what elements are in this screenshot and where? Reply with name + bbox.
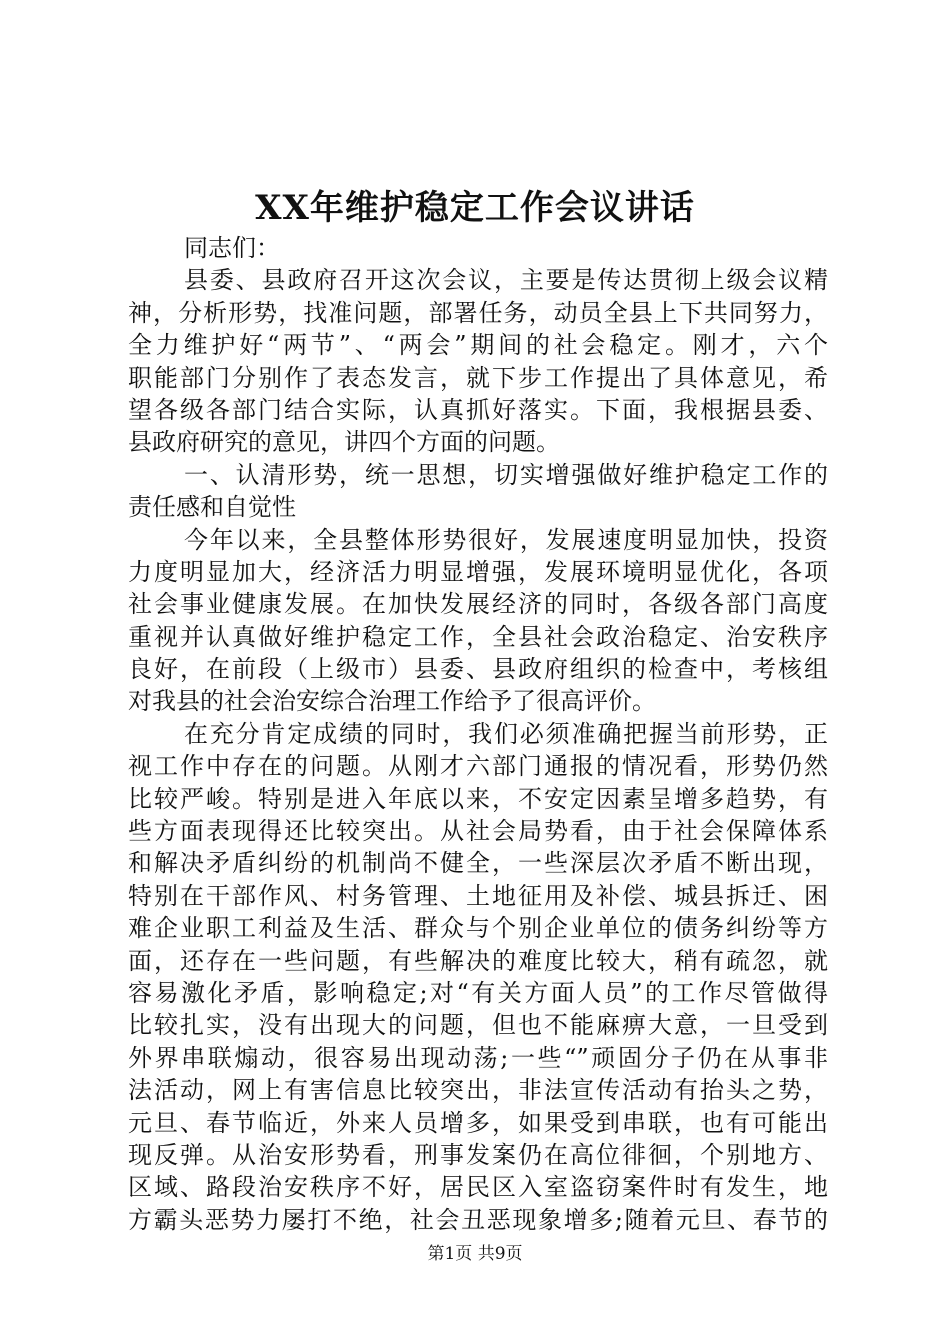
text-line: 方霸头恶势力屡打不绝，社会丑恶现象增多;随着元旦、春节的 (128, 1205, 828, 1234)
text-line: 神，分析形势，找准问题，部署任务，动员全县上下共同努力， (128, 298, 828, 327)
text-line: 视工作中存在的问题。从刚才六部门通报的情况看，形势仍然 (128, 752, 828, 781)
text-line: 区域、路段治安秩序不好，居民区入室盗窃案件时有发生，地 (128, 1173, 828, 1202)
text-line: 现反弹。从治安形势看，刑事发案仍在高位徘徊，个别地方、 (128, 1140, 828, 1169)
text-line: 法活动，网上有害信息比较突出，非法宣传活动有抬头之势， (128, 1076, 828, 1105)
text-line: 特别在干部作风、村务管理、土地征用及补偿、城县拆迁、困 (128, 881, 828, 910)
text-line: 些方面表现得还比较突出。从社会局势看，由于社会保障体系 (128, 817, 828, 846)
text-line: 比较严峻。特别是进入年底以来，不安定因素呈增多趋势，有 (128, 784, 828, 813)
text-line: 同志们： (184, 234, 280, 262)
text-line: 职能部门分别作了表态发言，就下步工作提出了具体意见，希 (128, 363, 828, 392)
text-line: 今年以来，全县整体形势很好，发展速度明显加快，投资 (184, 525, 828, 554)
text-line: 县委、县政府召开这次会议，主要是传达贯彻上级会议精 (184, 266, 828, 295)
text-line: 责任感和自觉性 (128, 493, 296, 522)
document-body (128, 232, 828, 1236)
text-line: 在充分肯定成绩的同时，我们必须准确把握当前形势，正 (184, 719, 828, 748)
text-line: 外界串联煽动，很容易出现动荡;一些“”顽固分子仍在从事非 (128, 1043, 828, 1072)
text-line: 全力维护好“两节”、“两会”期间的社会稳定。刚才，六个 (128, 331, 828, 360)
text-line: 县政府研究的意见，讲四个方面的问题。 (128, 428, 560, 457)
text-line: 良好，在前段（上级市）县委、县政府组织的检查中，考核组 (128, 655, 828, 684)
text-line: 一、认清形势，统一思想，切实增强做好维护稳定工作的 (184, 460, 828, 489)
text-line: 对我县的社会治安综合治理工作给予了很高评价。 (128, 687, 656, 716)
text-line: 难企业职工利益及生活、群众与个别企业单位的债务纠纷等方 (128, 914, 828, 943)
text-line: 社会事业健康发展。在加快发展经济的同时，各级各部门高度 (128, 590, 828, 619)
text-line: 比较扎实，没有出现大的问题，但也不能麻痹大意，一旦受到 (128, 1011, 828, 1040)
text-line: 力度明显加大，经济活力明显增强，发展环境明显优化，各项 (128, 557, 828, 586)
text-line: 望各级各部门结合实际，认真抓好落实。下面，我根据县委、 (128, 395, 828, 424)
text-line: 元旦、春节临近，外来人员增多，如果受到串联，也有可能出 (128, 1108, 828, 1137)
page-footer: 第1页 共9页 (427, 1244, 523, 1264)
text-line: 容易激化矛盾，影响稳定;对“有关方面人员”的工作尽管做得 (128, 978, 828, 1007)
text-line: 面，还存在一些问题，有些解决的难度比较大，稍有疏忽，就 (128, 946, 828, 975)
text-line: 重视并认真做好维护稳定工作，全县社会政治稳定、治安秩序 (128, 622, 828, 651)
document-title: XX年维护稳定工作会议讲话 (255, 188, 695, 228)
text-line: 和解决矛盾纠纷的机制尚不健全，一些深层次矛盾不断出现， (128, 849, 828, 878)
